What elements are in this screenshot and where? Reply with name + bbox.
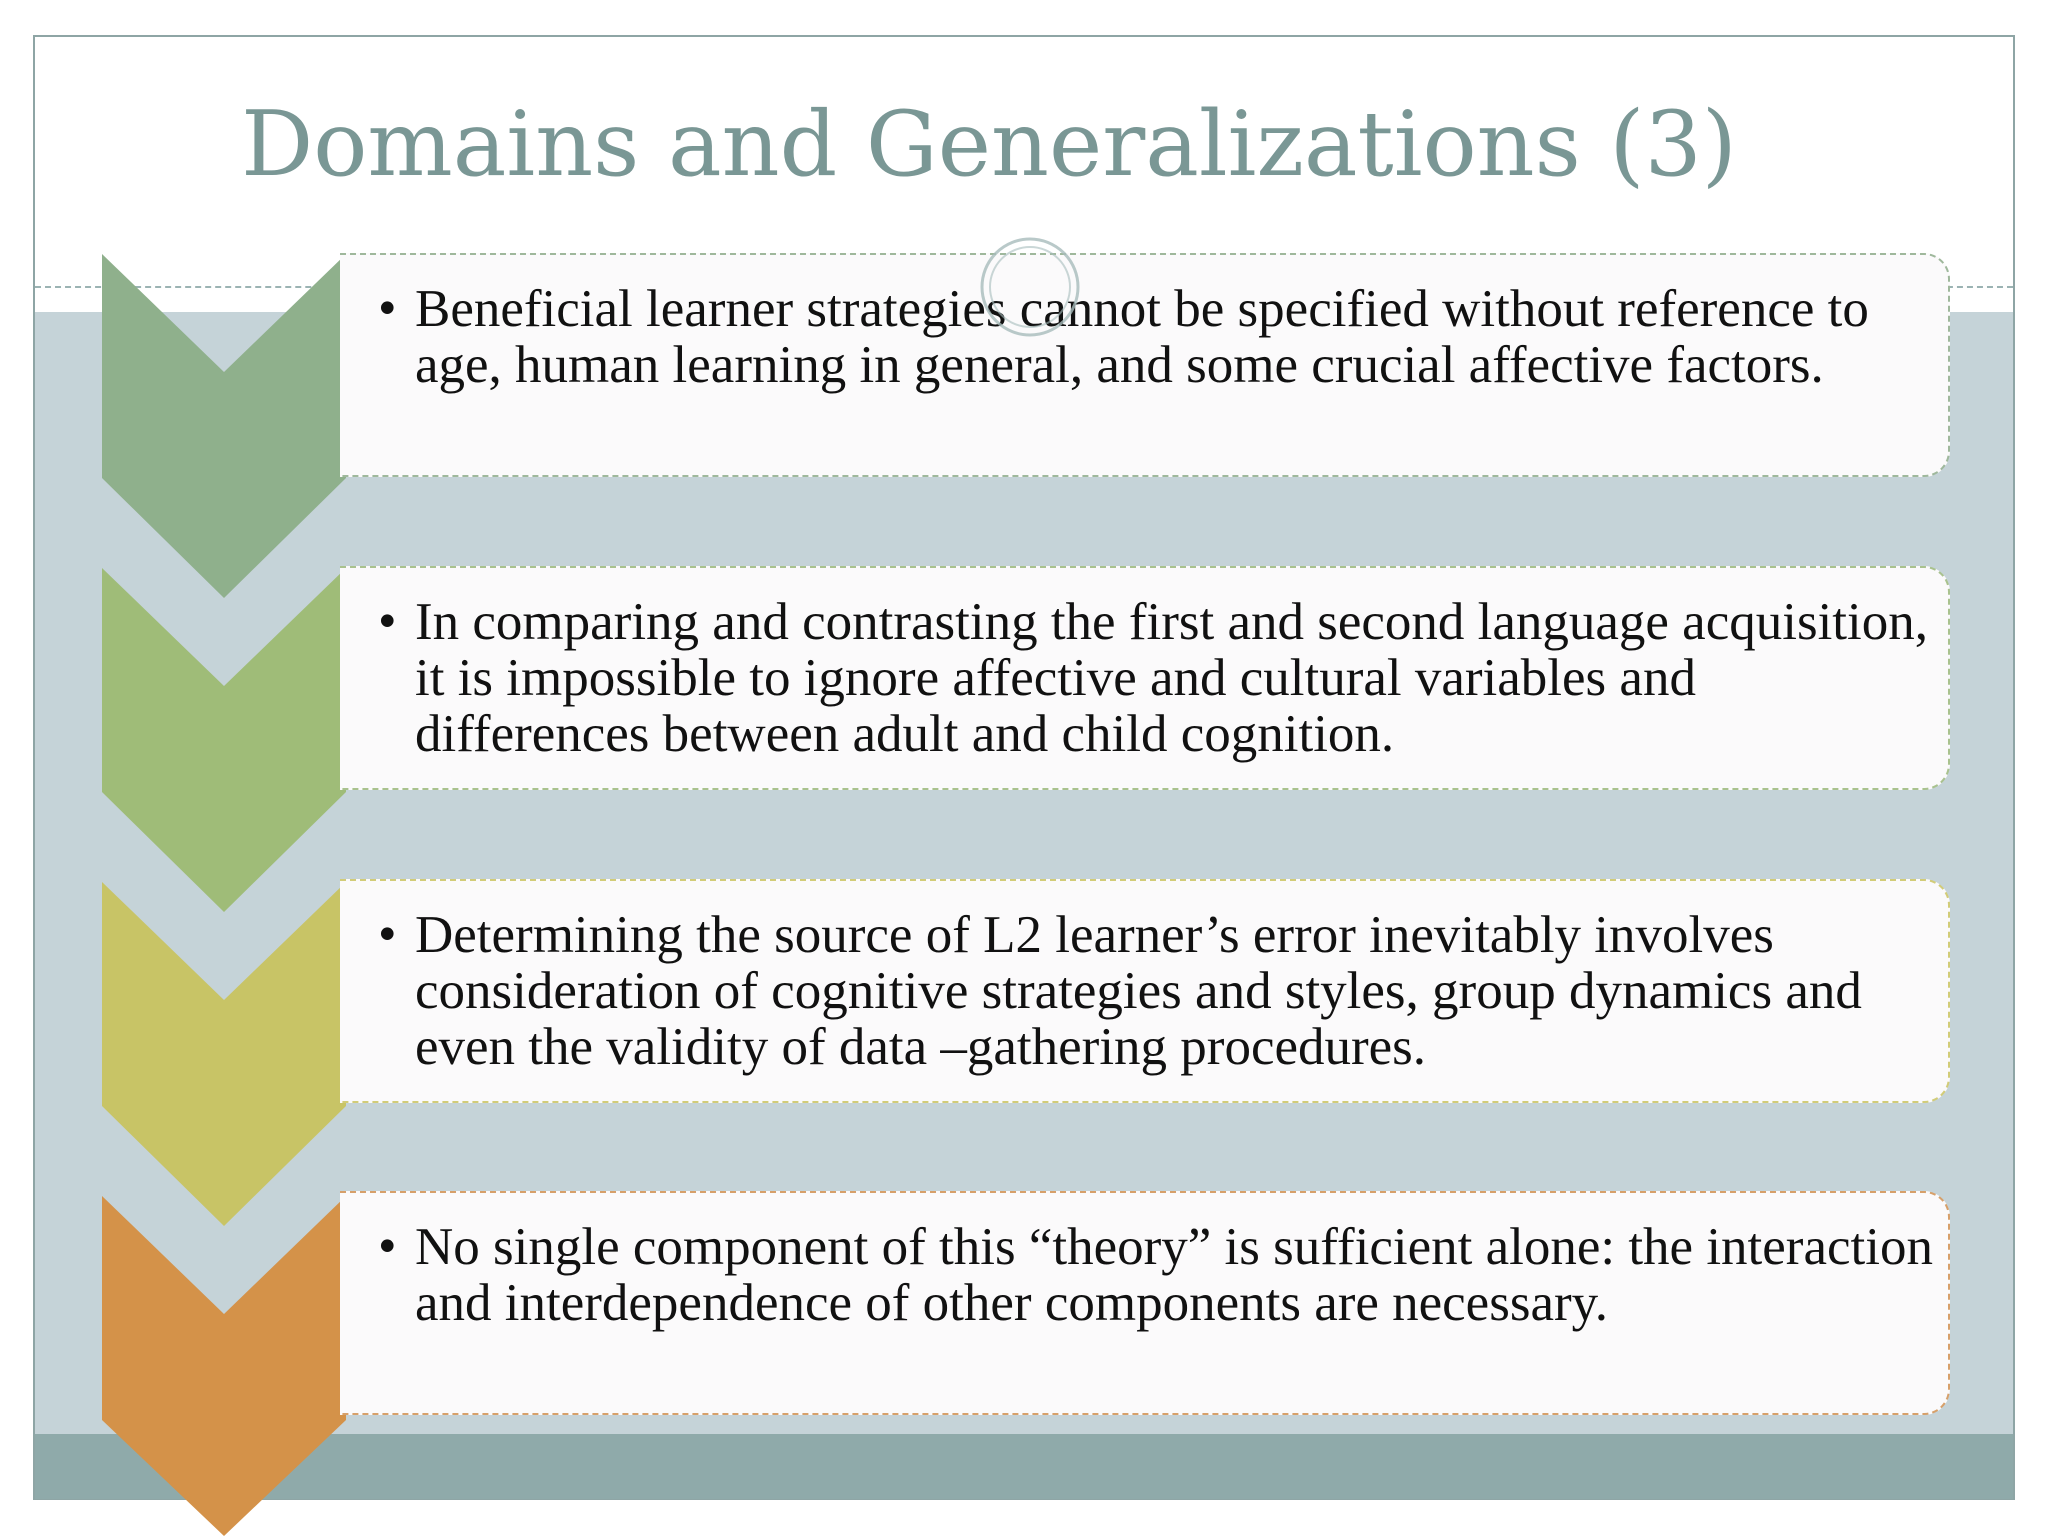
chevron-3 <box>102 882 346 1226</box>
bullet-marker: • <box>378 1217 397 1275</box>
bullet-box-1 <box>340 253 1950 477</box>
chevron-4 <box>102 1196 346 1536</box>
bullet-box-4 <box>340 1191 1950 1415</box>
chevron-2 <box>102 568 346 912</box>
bullet-text-2: In comparing and contrasting the first and second language acquisition, it is impossible to ignore affective and cultural variables and differences between adult and child cognition. <box>415 593 1929 763</box>
bullet-text-3: Determining the source of L2 learner’s error inevitably involves consideration of cognitive strategies and styles, group dynamics and even the validity of data –gathering procedures. <box>415 906 1862 1076</box>
bullet-text-4: No single component of this “theory” is sufficient alone: the interaction and interdependence of other components are necessary. <box>415 1218 1933 1332</box>
bullet-box-3 <box>340 879 1950 1103</box>
ornament-circle-icon <box>975 232 1085 342</box>
bullet-text-1: Beneficial learner strategies cannot be specified without reference to age, human learning in general, and some crucial affective factors. <box>415 280 1869 394</box>
bullet-box-2 <box>340 566 1950 790</box>
bullet-marker: • <box>378 592 397 650</box>
bullet-marker: • <box>378 279 397 337</box>
bullet-marker: • <box>378 905 397 963</box>
slide-title-text: Domains and Generalizations (3) <box>241 92 1737 197</box>
chevron-1 <box>102 254 346 598</box>
